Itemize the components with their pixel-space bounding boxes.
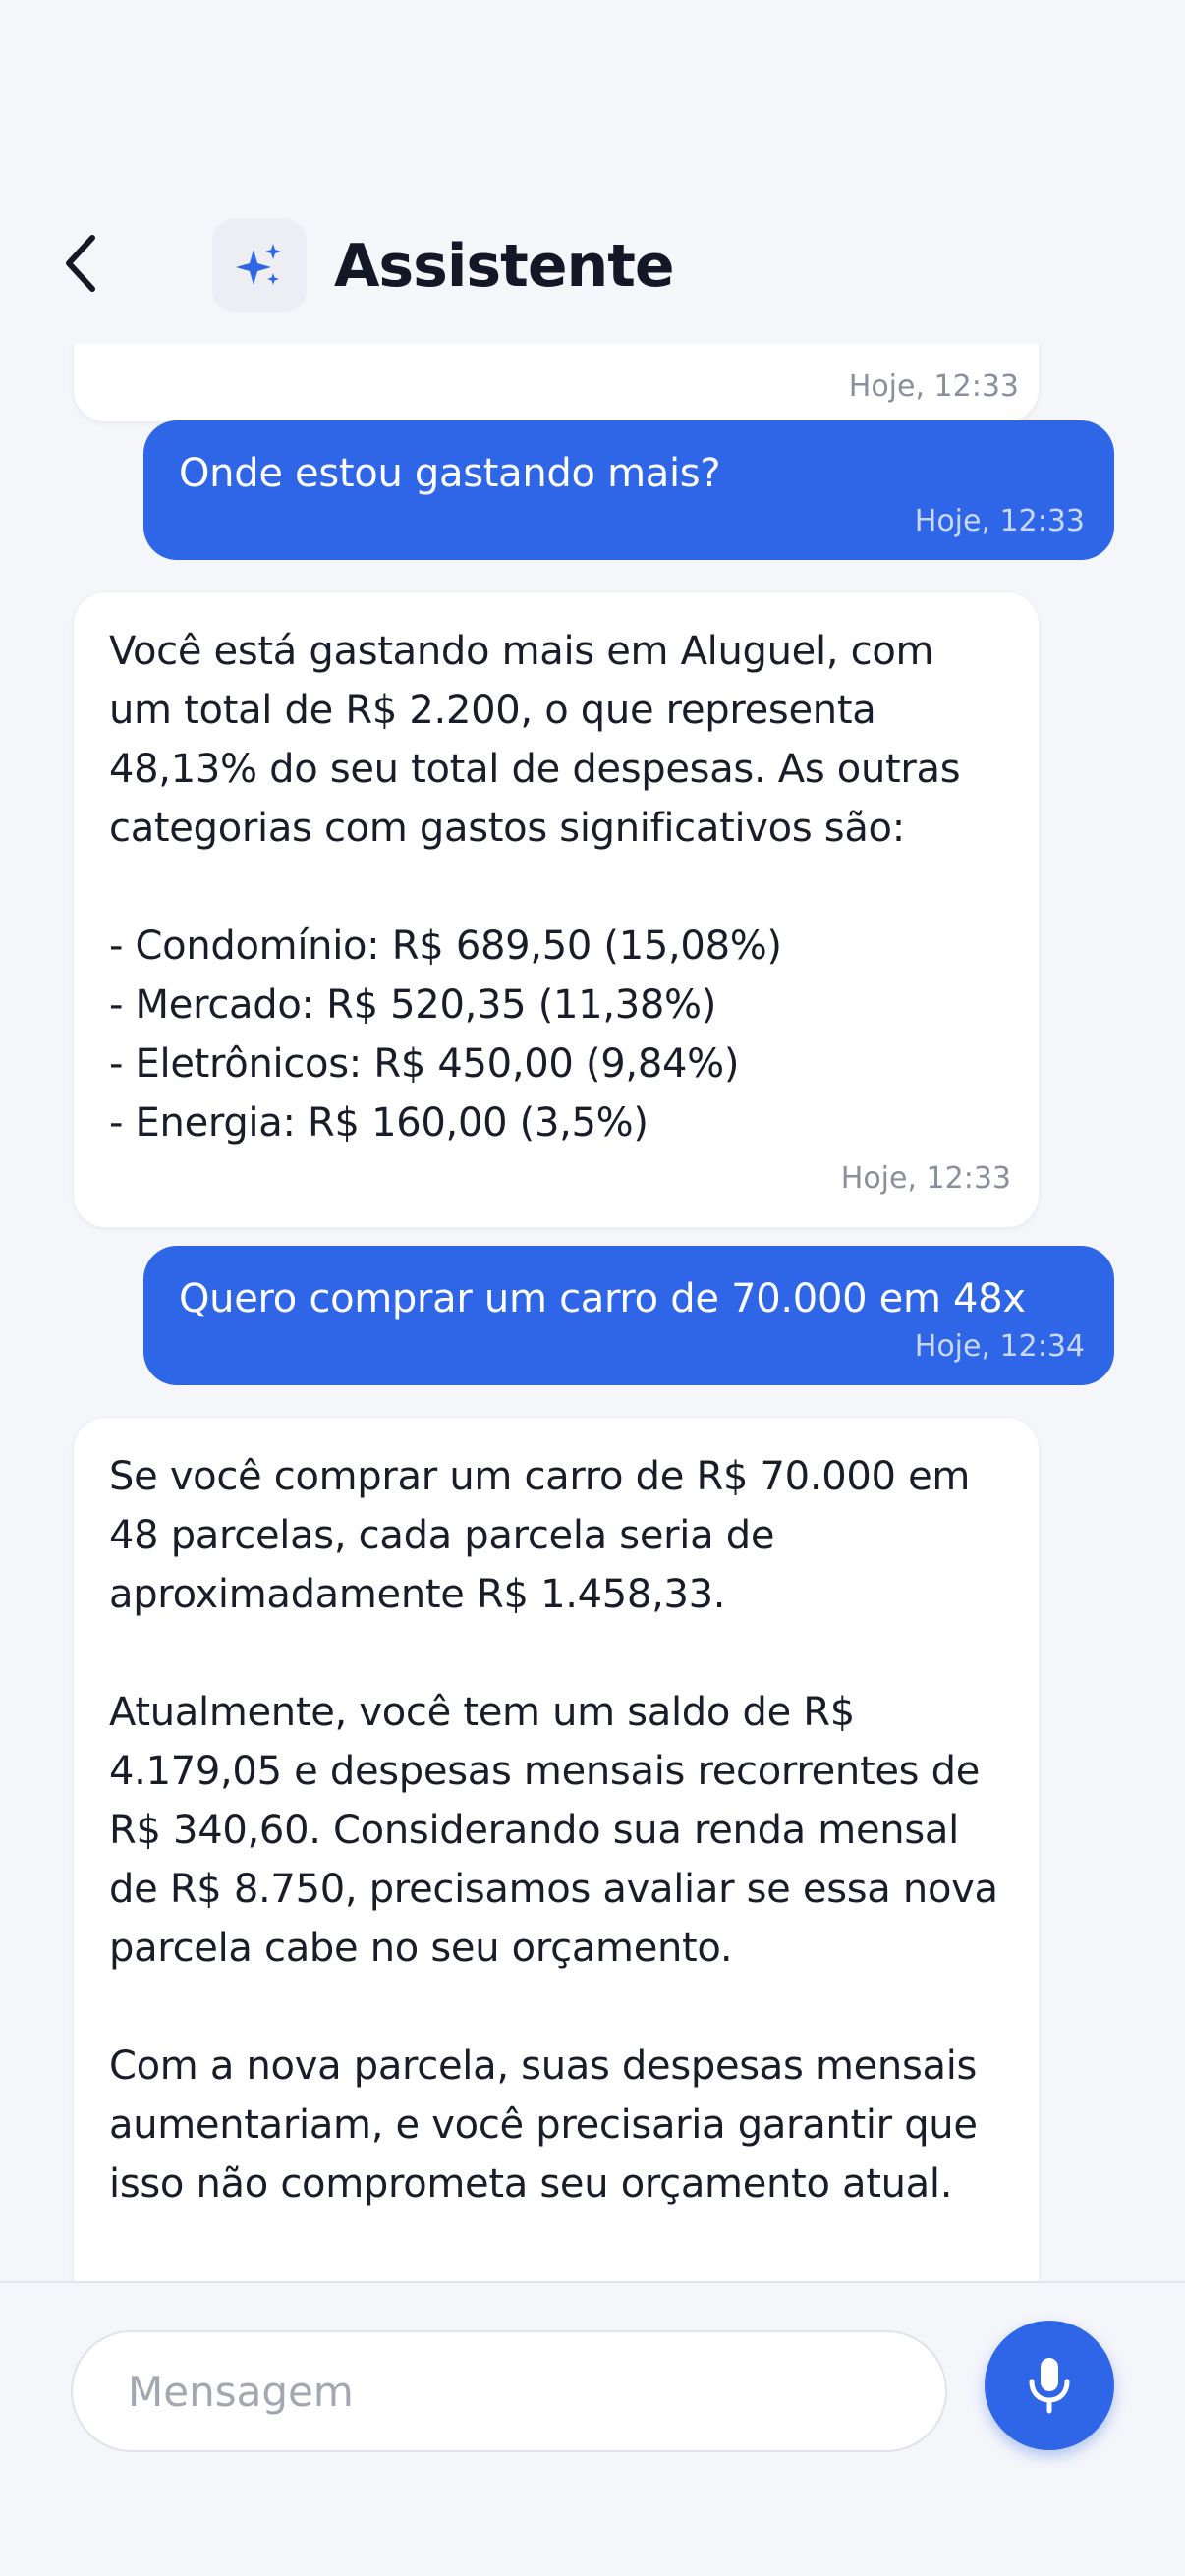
message-text: Você está gastando mais em Aluguel, com um total de R$ 2.200, o que representa 48,13% do seu total de despesas. As outras categorias com gastos significativos são: - Condomínio: R$ 689,50 (15,08%) - Mercado: R$ 520,35 (11,38%) - Eletrônicos: R$ 450,00 (9,84%) - Energia: R$ 160,00 (3,5%) (109, 629, 961, 1146)
chevron-left-icon (59, 232, 102, 295)
user-message (143, 1246, 1114, 1385)
message-time: Hoje, 12:33 (840, 1161, 1011, 1196)
message-text: Se você comprar um carro de R$ 70.000 em 48 parcelas, cada parcela seria de aproximadamente R$ 1.458,33. Atualmente, você tem um saldo de R$ 4.179,05 e despesas mensais recorrentes de R$ 340,60. Considerando sua renda mensal de R$ 8.750, precisamos avaliar se essa nova parcela cabe no seu orçamento. Com a nova parcela, suas despesas mensais aumentariam, e você precisaria garantir que isso não comprometa seu orçamento atual. (109, 1454, 998, 2207)
user-message (143, 420, 1114, 560)
message-input[interactable] (71, 2330, 947, 2452)
app-header (0, 0, 1185, 344)
page-title: Assistente (334, 232, 674, 301)
message-time: Hoje, 12:33 (914, 504, 1085, 538)
chat-thread[interactable] (0, 344, 1185, 2281)
message-text: Onde estou gastando mais? (179, 451, 721, 496)
message-text: Quero comprar um carro de 70.000 em 48x (179, 1276, 1026, 1321)
mic-button[interactable] (985, 2321, 1114, 2450)
message-composer (0, 2281, 1185, 2576)
microphone-icon (1024, 2354, 1075, 2417)
bot-message (73, 1417, 1040, 2425)
assistant-avatar (212, 218, 307, 312)
back-button[interactable] (51, 224, 110, 303)
sparkles-icon (234, 240, 285, 291)
message-time: Hoje, 12:33 (848, 369, 1019, 404)
bot-message (73, 591, 1040, 1228)
message-time: Hoje, 12:34 (914, 1329, 1085, 1364)
